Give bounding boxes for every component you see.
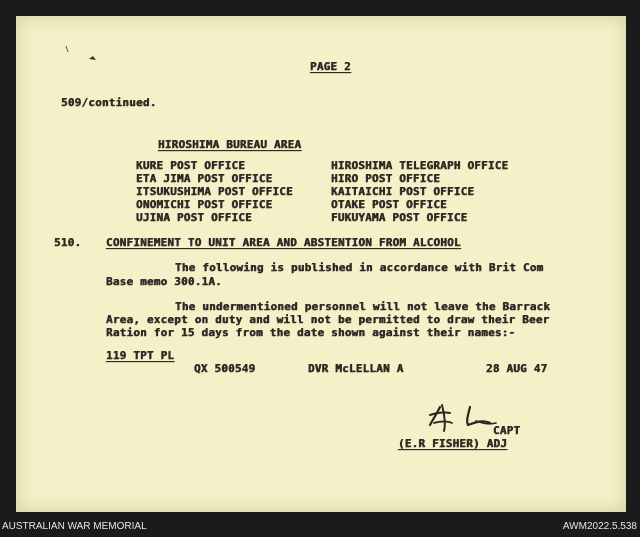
- page-label: PAGE 2: [310, 60, 351, 73]
- date-value: 28 AUG 47: [486, 362, 548, 375]
- list-item: HIROSHIMA TELEGRAPH OFFICE: [331, 159, 509, 172]
- signatory-name: (E.R FISHER) ADJ: [398, 437, 508, 450]
- list-item: OTAKE POST OFFICE: [331, 198, 447, 211]
- area-heading: HIROSHIMA BUREAU AREA: [158, 138, 302, 151]
- ink-speck: [62, 44, 82, 64]
- service-number: QX 500549: [194, 362, 256, 375]
- list-item: KURE POST OFFICE: [136, 159, 246, 172]
- paragraph-line: The following is published in accordance with Brit Com: [175, 261, 544, 274]
- list-item: ITSUKUSHIMA POST OFFICE: [136, 185, 293, 198]
- list-item: HIRO POST OFFICE: [331, 172, 441, 185]
- list-item: KAITAICHI POST OFFICE: [331, 185, 475, 198]
- paragraph-line: The undermentioned personnel will not leave the Barrack: [175, 300, 551, 313]
- ink-dot: [88, 54, 98, 62]
- footer-accession-number: AWM2022.5.538: [562, 521, 637, 532]
- continued-label: 509/continued.: [61, 96, 157, 109]
- document-page: [16, 16, 626, 512]
- list-item: UJINA POST OFFICE: [136, 211, 252, 224]
- list-item: FUKUYAMA POST OFFICE: [331, 211, 468, 224]
- list-item: ETA JIMA POST OFFICE: [136, 172, 273, 185]
- signatory-rank: CAPT: [493, 424, 521, 437]
- office-list-left: [136, 159, 293, 224]
- paragraph-line: Base memo 300.1A.: [106, 275, 222, 288]
- paragraph-number: 510.: [54, 236, 82, 249]
- paragraph-line: Area, except on duty and will not be permitted to draw their Beer: [106, 313, 550, 326]
- paragraph-line: Ration for 15 days from the date shown against their names:-: [106, 326, 516, 339]
- footer-credit: AUSTRALIAN WAR MEMORIAL: [2, 521, 147, 532]
- list-item: ONOMICHI POST OFFICE: [136, 198, 273, 211]
- office-list-right: [331, 159, 508, 224]
- unit-label: 119 TPT PL: [106, 349, 175, 362]
- paragraph-heading: CONFINEMENT TO UNIT AREA AND ABSTENTION FROM ALCOHOL: [106, 236, 461, 249]
- personnel-name: DVR McLELLAN A: [308, 362, 404, 375]
